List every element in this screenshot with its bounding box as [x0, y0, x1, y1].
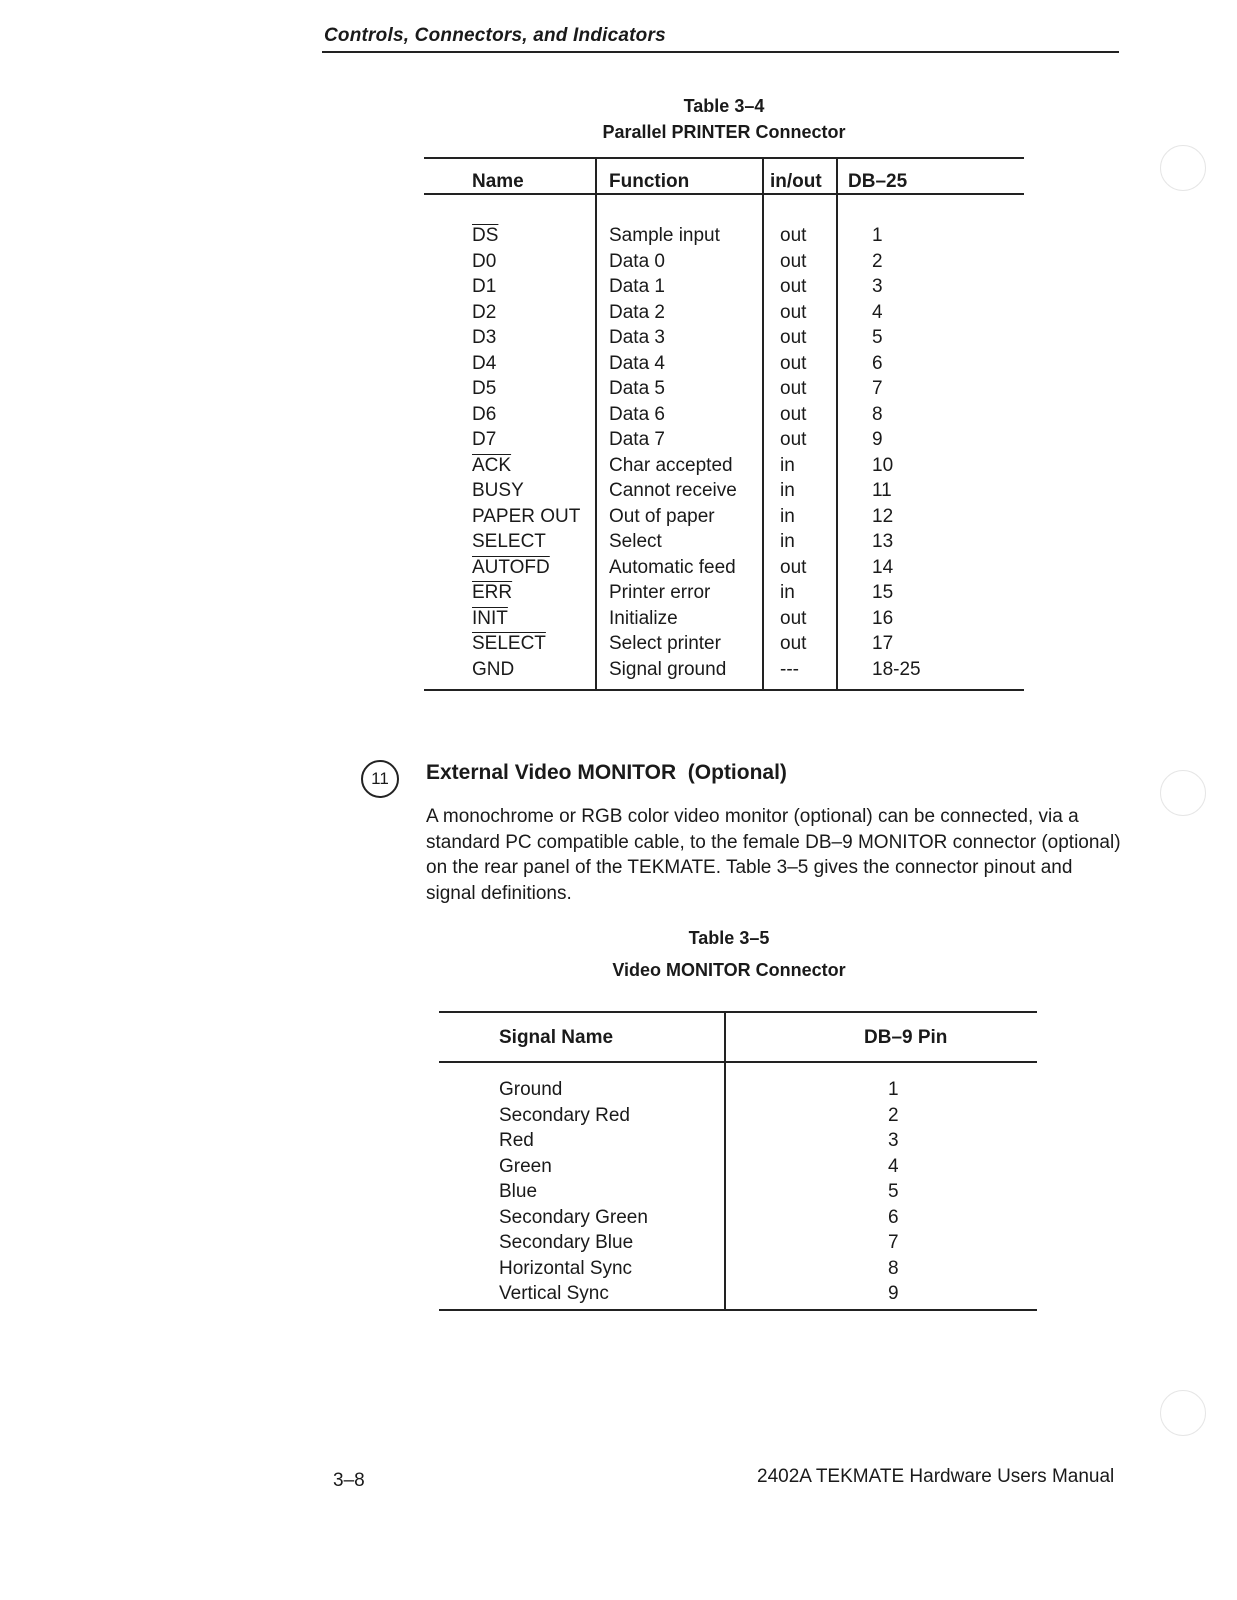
table-header-rule — [424, 193, 1024, 195]
table-cell-function: Sample input — [609, 225, 720, 246]
table-3-5-number: Table 3–5 — [688, 928, 770, 948]
table-cell-function: Data 7 — [609, 429, 665, 450]
header-db9-pin: DB–9 Pin — [864, 1027, 948, 1048]
page-number: 3–8 — [333, 1470, 365, 1491]
table-cell-inout: in — [780, 582, 795, 603]
table-cell-name: GND — [472, 658, 515, 680]
header-signal-name: Signal Name — [499, 1027, 614, 1048]
table-cell-pin: 13 — [872, 531, 894, 552]
table-cell-pin: 4 — [872, 301, 883, 323]
table-cell-function: Data 1 — [609, 276, 665, 297]
table-cell-pin: 12 — [872, 505, 894, 527]
table-cell-pin: 1 — [888, 1079, 899, 1100]
table-cell-inout: out — [780, 352, 807, 374]
table-cell-inout: in — [780, 531, 795, 552]
table-cell-pin: 4 — [888, 1155, 899, 1177]
column-divider — [724, 1011, 726, 1311]
table-cell-name: D1 — [472, 276, 497, 297]
column-divider — [762, 157, 764, 691]
table-cell-pin: 8 — [872, 403, 883, 425]
header-inout: in/out — [770, 171, 822, 192]
table-cell-name: D3 — [472, 327, 497, 348]
table-cell-pin: 7 — [872, 378, 883, 399]
table-cell-inout: out — [780, 378, 807, 399]
table-cell-inout: in — [780, 454, 795, 476]
table-cell-name: $\overline{ERR}$ — [472, 582, 513, 603]
section-heading: External Video MONITOR (Optional) — [426, 761, 787, 784]
table-cell-pin: 17 — [872, 633, 894, 654]
table-top-rule — [424, 157, 1024, 159]
table-cell-name: D5 — [472, 378, 497, 399]
table-cell-function: Data 2 — [609, 301, 665, 323]
table-3-5-title: Video MONITOR Connector — [612, 960, 846, 980]
table-cell-function: Select printer — [609, 633, 721, 654]
function-column — [609, 223, 737, 682]
signal-column — [499, 1077, 648, 1307]
table-cell-pin: 9 — [872, 429, 883, 450]
table-cell-function: Out of paper — [609, 505, 715, 527]
table-cell-signal: Secondary Green — [499, 1206, 648, 1228]
table-cell-inout: in — [780, 480, 795, 501]
manual-title: 2402A TEKMATE Hardware Users Manual — [757, 1466, 1115, 1487]
table-cell-name: D2 — [472, 301, 497, 323]
table-cell-inout: out — [780, 276, 807, 297]
table-3-4-title: Parallel PRINTER Connector — [602, 122, 846, 142]
table-cell-pin: 18-25 — [872, 658, 921, 680]
table-cell-pin: 5 — [872, 327, 883, 348]
table-cell-inout: out — [780, 301, 807, 323]
table-cell-function: Printer error — [609, 582, 711, 603]
table-cell-function: Signal ground — [609, 658, 727, 680]
table-cell-name: SELECT — [472, 633, 546, 654]
binder-hole — [1160, 145, 1206, 191]
header-name: Name — [472, 171, 524, 192]
table-cell-pin: 10 — [872, 454, 894, 476]
table-cell-function: Data 4 — [609, 352, 665, 374]
header-function: Function — [609, 171, 690, 192]
table-cell-name: D0 — [472, 250, 497, 272]
table-cell-function: Data 0 — [609, 250, 665, 272]
table-cell-name: AUTOFD — [472, 556, 550, 578]
binder-hole — [1160, 1390, 1206, 1436]
table-cell-name: SELECT — [472, 531, 546, 552]
name-column — [472, 223, 580, 682]
table-cell-inout: out — [780, 633, 807, 654]
table-cell-pin: 3 — [888, 1130, 899, 1151]
table-cell-pin: 15 — [872, 582, 894, 603]
table-cell-name: D7 — [472, 429, 497, 450]
table-cell-inout: --- — [780, 658, 799, 680]
table-cell-name: BUSY — [472, 480, 524, 501]
table-cell-inout: in — [780, 505, 795, 527]
db25-column — [872, 223, 921, 682]
table-cell-name: $\overline{DS}$ — [472, 225, 499, 246]
table-cell-function: Select — [609, 531, 662, 552]
table-cell-signal: Vertical Sync — [499, 1283, 609, 1304]
table-cell-name: $\overline{ACK}$ — [472, 454, 512, 476]
table-cell-name: PAPER OUT — [472, 505, 581, 527]
table-cell-name: D4 — [472, 352, 497, 374]
table-cell-signal: Horizontal Sync — [499, 1257, 633, 1279]
pin-column — [888, 1077, 899, 1307]
section-body: A monochrome or RGB color video monitor (optional) can be connected, via a standard PC compatible cable, to the female DB–9 MONITOR connector (optional) on the rear panel of the TEKMATE. Table 3–5 gives the connector pinout and signal definitions. — [426, 806, 1121, 904]
table-cell-name: INIT — [472, 607, 508, 629]
table-cell-pin: 11 — [872, 480, 892, 501]
table-cell-function: Cannot receive — [609, 480, 737, 501]
parallel-printer-table — [424, 157, 1024, 691]
table-cell-pin: 6 — [872, 352, 883, 374]
table-cell-pin: 2 — [872, 250, 883, 272]
table-cell-signal: Green — [499, 1155, 552, 1177]
table-cell-function: Data 5 — [609, 378, 665, 399]
table-cell-pin: 3 — [872, 276, 883, 297]
table-cell-function: Char accepted — [609, 454, 733, 476]
table-header-rule — [439, 1061, 1037, 1063]
table-bottom-rule — [439, 1309, 1037, 1311]
table-cell-inout: out — [780, 327, 807, 348]
table-cell-inout: out — [780, 607, 807, 629]
table-cell-pin: 14 — [872, 556, 894, 578]
table-cell-function: Data 3 — [609, 327, 665, 348]
inout-column — [780, 223, 806, 682]
column-divider — [836, 157, 838, 691]
table-cell-inout: out — [780, 403, 807, 425]
table-cell-inout: out — [780, 225, 807, 246]
table-cell-pin: 2 — [888, 1104, 899, 1126]
table-cell-pin: 7 — [888, 1232, 899, 1253]
table-cell-signal: Ground — [499, 1079, 563, 1100]
table-cell-inout: out — [780, 429, 807, 450]
running-header: Controls, Connectors, and Indicators — [324, 25, 666, 46]
table-3-4-number: Table 3–4 — [683, 96, 765, 116]
table-cell-pin: 6 — [888, 1206, 899, 1228]
binder-hole — [1160, 770, 1206, 816]
table-cell-pin: 1 — [872, 225, 883, 246]
table-cell-signal: Red — [499, 1130, 534, 1151]
table-cell-function: Data 6 — [609, 403, 665, 425]
table-cell-signal: Secondary Blue — [499, 1232, 634, 1253]
table-cell-pin: 5 — [888, 1181, 899, 1202]
video-monitor-table — [439, 1011, 1037, 1311]
table-cell-pin: 8 — [888, 1257, 899, 1279]
header-rule — [322, 51, 1119, 53]
table-cell-signal: Blue — [499, 1181, 538, 1202]
table-cell-pin: 9 — [888, 1283, 899, 1304]
table-cell-signal: Secondary Red — [499, 1104, 630, 1126]
table-bottom-rule — [424, 689, 1024, 691]
table-cell-inout: out — [780, 250, 807, 272]
callout-number: 11 — [361, 760, 399, 798]
table-cell-inout: out — [780, 556, 807, 578]
header-db25: DB–25 — [848, 171, 908, 192]
table-top-rule — [439, 1011, 1037, 1013]
table-cell-pin: 16 — [872, 607, 894, 629]
column-divider — [595, 157, 597, 691]
table-cell-function: Automatic feed — [609, 556, 736, 578]
table-cell-name: D6 — [472, 403, 497, 425]
table-cell-function: Initialize — [609, 607, 678, 629]
